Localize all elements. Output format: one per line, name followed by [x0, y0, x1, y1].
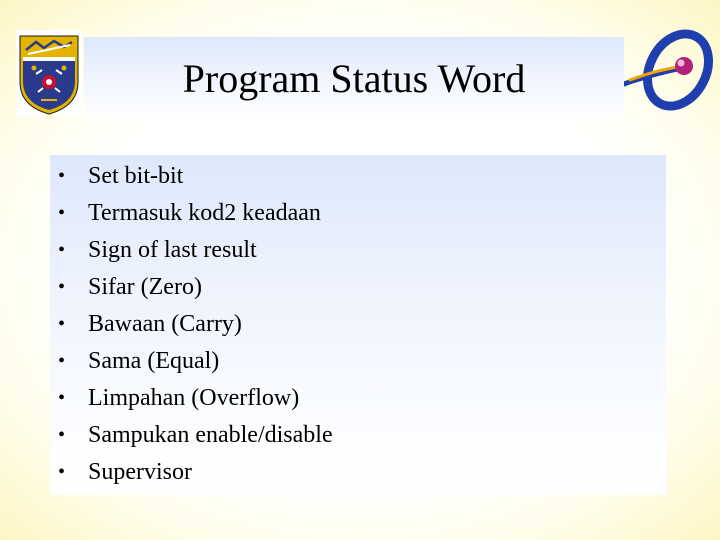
bullet-text: Sifar (Zero)	[88, 274, 202, 300]
bullet-text: Bawaan (Carry)	[88, 311, 242, 337]
bullet-text: Sama (Equal)	[88, 348, 220, 374]
bullet-text: Sign of last result	[88, 237, 257, 263]
content-panel	[50, 155, 666, 495]
bullet-text: Sampukan enable/disable	[88, 422, 333, 448]
bullet-dot: •	[58, 424, 66, 446]
orbit-logo-icon	[622, 20, 714, 118]
bullet-dot: •	[58, 276, 66, 298]
bullet-dot: •	[58, 461, 66, 483]
bullet-text: Set bit-bit	[88, 163, 184, 189]
bullet-dot: •	[58, 239, 66, 261]
slide-title: Program Status Word	[182, 55, 526, 101]
bullet-dot: •	[58, 202, 66, 224]
university-crest-icon	[16, 30, 82, 116]
bullet-dot: •	[58, 165, 66, 187]
bullet-text: Limpahan (Overflow)	[88, 385, 300, 411]
bullet-dot: •	[58, 387, 66, 409]
bullet-dot: •	[58, 350, 66, 372]
title-panel	[84, 37, 624, 119]
bullet-text: Supervisor	[88, 459, 192, 485]
bullet-text: Termasuk kod2 keadaan	[88, 200, 321, 226]
bullet-dot: •	[58, 313, 66, 335]
